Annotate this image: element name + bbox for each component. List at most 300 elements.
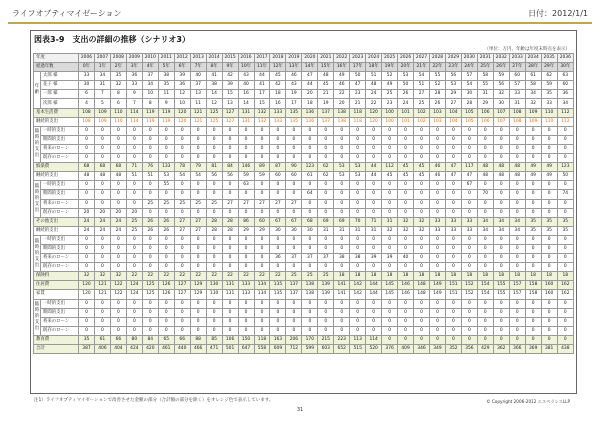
table-cell: 45 — [414, 172, 430, 181]
table-cell: 54 — [461, 81, 477, 90]
table-cell: 32 — [398, 217, 414, 226]
table-cell: 130 — [206, 290, 222, 299]
group-label: 臨時的支出 — [34, 126, 41, 162]
table-cell: 67 — [461, 181, 477, 190]
table-cell: 32 — [110, 272, 126, 281]
table-cell: 0 — [142, 244, 158, 253]
table-cell: 0 — [461, 299, 477, 308]
table-cell: 62 — [318, 163, 334, 172]
table-cell: 2年 — [110, 63, 126, 72]
table-cell: 0 — [302, 126, 318, 135]
table-cell: 27 — [222, 199, 238, 208]
table-cell: 9年 — [222, 63, 238, 72]
table-cell: 440 — [174, 345, 190, 354]
table-cell: 69 — [318, 217, 334, 226]
table-cell: 69 — [334, 217, 350, 226]
table-cell: 145 — [382, 281, 398, 290]
table-cell: 0 — [110, 254, 126, 263]
table-cell: 30 — [270, 226, 286, 235]
table-row — [34, 144, 574, 153]
table-cell: 114 — [366, 335, 382, 344]
table-cell: 2014 — [206, 54, 222, 63]
table-cell: 48 — [477, 163, 493, 172]
table-cell: 86 — [238, 217, 254, 226]
table-cell: 0 — [350, 299, 366, 308]
table-cell: 11 — [158, 90, 174, 99]
table-cell: 0 — [190, 135, 206, 144]
table-cell: 0 — [350, 190, 366, 199]
table-cell: 24 — [110, 217, 126, 226]
table-cell: 0 — [142, 263, 158, 272]
table-cell: 18年 — [366, 63, 382, 72]
table-cell: 125 — [142, 281, 158, 290]
table-cell: 122 — [110, 281, 126, 290]
table-cell: 0 — [79, 154, 95, 163]
table-cell: 37 — [302, 254, 318, 263]
table-cell: 41 — [254, 81, 270, 90]
table-cell: 84 — [222, 163, 238, 172]
row-label: 将来のローン — [41, 199, 79, 208]
table-cell: 145 — [382, 290, 398, 299]
table-cell: 0 — [94, 181, 110, 190]
table-cell: 0 — [414, 144, 430, 153]
table-cell: 0 — [206, 326, 222, 335]
table-cell: 0 — [398, 335, 414, 344]
table-cell: 520 — [366, 345, 382, 354]
table-cell: 63 — [238, 181, 254, 190]
table-cell: 6 — [79, 90, 95, 99]
table-cell: 0 — [318, 308, 334, 317]
table-cell: 31 — [382, 217, 398, 226]
table-cell: 39 — [382, 254, 398, 263]
table-cell: 138 — [302, 290, 318, 299]
table-cell: 0 — [398, 299, 414, 308]
table-cell: 0 — [477, 254, 493, 263]
table-cell: 0 — [429, 126, 445, 135]
table-cell: 117 — [461, 163, 477, 172]
table-cell: 31 — [94, 81, 110, 90]
table-cell: 2011 — [158, 54, 174, 63]
table-cell: 130 — [206, 281, 222, 290]
table-cell: 0 — [509, 335, 525, 344]
table-cell: 0 — [398, 308, 414, 317]
table-cell: 0 — [126, 263, 142, 272]
table-cell: 52 — [382, 72, 398, 81]
table-cell: 0 — [142, 154, 158, 163]
table-cell: 120 — [174, 117, 190, 126]
table-cell: 0 — [509, 154, 525, 163]
table-cell: 0 — [414, 199, 430, 208]
table-cell: 48 — [318, 72, 334, 81]
table-cell: 0 — [509, 254, 525, 263]
table-cell: 0 — [445, 335, 461, 344]
table-cell: 0 — [126, 244, 142, 253]
table-cell: 18 — [334, 272, 350, 281]
table-row — [34, 345, 574, 354]
table-cell: 109 — [94, 117, 110, 126]
table-cell: 0 — [94, 126, 110, 135]
table-cell: 0 — [302, 317, 318, 326]
table-cell: 2019 — [286, 54, 302, 63]
table-cell: 5 — [94, 99, 110, 108]
table-cell: 0 — [541, 317, 557, 326]
table-cell: 0 — [254, 144, 270, 153]
table-cell: 120 — [79, 281, 95, 290]
table-cell: 0 — [477, 263, 493, 272]
table-cell: 0 — [557, 126, 573, 135]
table-cell: 160 — [541, 290, 557, 299]
table-cell: 35 — [557, 217, 573, 226]
table-cell: 24 — [79, 217, 95, 226]
table-cell: 125 — [206, 117, 222, 126]
table-cell: 0 — [350, 326, 366, 335]
table-cell: 22 — [238, 272, 254, 281]
table-cell: 0 — [190, 235, 206, 244]
table-cell: 121 — [190, 108, 206, 117]
table-cell: 119 — [142, 117, 158, 126]
table-cell: 0 — [238, 263, 254, 272]
table-cell: 27 — [286, 199, 302, 208]
table-cell: 0 — [509, 208, 525, 217]
table-cell: 16年 — [334, 63, 350, 72]
table-cell: 27 — [190, 226, 206, 235]
table-cell: 0 — [557, 199, 573, 208]
table-cell: 0 — [493, 208, 509, 217]
table-cell: 18 — [541, 272, 557, 281]
table-cell: 0 — [79, 244, 95, 253]
table-cell: 0 — [382, 126, 398, 135]
table-cell: 39 — [174, 72, 190, 81]
table-cell: 38 — [206, 81, 222, 90]
row-label: 一時的支出 — [41, 235, 79, 244]
table-cell: 0 — [302, 235, 318, 244]
row-label: 期間的支出 — [41, 308, 79, 317]
row-label: 一時的支出 — [41, 299, 79, 308]
table-cell: 0 — [110, 326, 126, 335]
table-cell: 70 — [350, 217, 366, 226]
table-cell: 2024 — [366, 54, 382, 63]
row-label: 将来のローン — [41, 317, 79, 326]
table-cell: 151 — [445, 290, 461, 299]
table-cell: 126 — [158, 290, 174, 299]
table-cell: 18 — [557, 272, 573, 281]
table-cell: 0 — [270, 208, 286, 217]
table-cell: 59 — [493, 72, 509, 81]
row-label: その他支出 — [34, 217, 79, 226]
table-cell: 404 — [110, 345, 126, 354]
table-cell: 0 — [414, 126, 430, 135]
table-cell: 0 — [429, 335, 445, 344]
table-cell: 127 — [174, 290, 190, 299]
table-cell: 112 — [382, 163, 398, 172]
table-cell: 0 — [126, 181, 142, 190]
table-cell: 0 — [445, 144, 461, 153]
table-cell: 20 — [110, 208, 126, 217]
table-cell: 114 — [126, 117, 142, 126]
row-label: 継続的支出 — [34, 226, 79, 235]
table-cell: 53 — [350, 163, 366, 172]
table-cell: 48 — [509, 163, 525, 172]
table-cell: 0 — [190, 308, 206, 317]
table-cell: 0 — [445, 126, 461, 135]
table-cell: 0 — [477, 244, 493, 253]
table-cell: 0 — [254, 208, 270, 217]
table-cell: 0 — [126, 190, 142, 199]
table-cell: 40 — [190, 72, 206, 81]
table-cell: 0 — [525, 317, 541, 326]
table-cell: 57 — [509, 81, 525, 90]
date-label: 日付：2012/1/1 — [528, 9, 588, 18]
table-cell: 215 — [318, 335, 334, 344]
table-cell: 47 — [302, 72, 318, 81]
table-cell: 28 — [206, 217, 222, 226]
table-cell: 43 — [286, 81, 302, 90]
table-cell: 2015 — [222, 54, 238, 63]
table-cell: 0 — [445, 326, 461, 335]
table-cell: 21 — [318, 90, 334, 99]
table-cell: 558 — [254, 345, 270, 354]
table-cell: 44 — [366, 163, 382, 172]
table-cell: 113 — [350, 335, 366, 344]
table-cell: 48 — [509, 172, 525, 181]
table-cell: 8 — [110, 90, 126, 99]
table-cell: 0 — [525, 126, 541, 135]
table-cell: 53 — [158, 172, 174, 181]
table-cell: 0 — [382, 154, 398, 163]
table-cell: 0 — [286, 244, 302, 253]
table-cell: 0 — [525, 263, 541, 272]
table-cell: 114 — [126, 108, 142, 117]
table-cell: 16 — [270, 99, 286, 108]
table-cell: 62 — [318, 172, 334, 181]
table-cell: 47 — [445, 172, 461, 181]
table-cell: 22年 — [429, 63, 445, 72]
table-cell: 0 — [318, 199, 334, 208]
table-cell: 19年 — [382, 63, 398, 72]
table-cell: 0 — [366, 181, 382, 190]
table-cell: 0 — [493, 135, 509, 144]
table-cell: 74 — [557, 190, 573, 199]
table-cell: 0 — [541, 181, 557, 190]
table-cell: 0 — [302, 308, 318, 317]
table-cell: 0 — [429, 144, 445, 153]
table-cell: 71 — [366, 217, 382, 226]
table-cell: 2027 — [414, 54, 430, 63]
table-cell: 0 — [254, 254, 270, 263]
table-cell: 35 — [541, 90, 557, 99]
table-cell: 0 — [110, 135, 126, 144]
table-cell: 0 — [94, 308, 110, 317]
table-cell: 0 — [254, 263, 270, 272]
table-cell: 50 — [557, 172, 573, 181]
table-cell: 27 — [238, 199, 254, 208]
table-cell: 22 — [222, 272, 238, 281]
table-cell: 33 — [79, 72, 95, 81]
table-cell: 65 — [158, 335, 174, 344]
table-cell: 2018 — [270, 54, 286, 63]
table-cell: 0 — [142, 235, 158, 244]
table-cell: 59 — [238, 172, 254, 181]
table-row — [34, 72, 574, 81]
table-cell: 22 — [334, 90, 350, 99]
table-cell: 22 — [206, 272, 222, 281]
table-cell: 76 — [142, 163, 158, 172]
table-cell: 123 — [557, 163, 573, 172]
table-cell: 0 — [318, 326, 334, 335]
table-cell: 48 — [477, 172, 493, 181]
table-cell: 0 — [190, 190, 206, 199]
table-cell: 32 — [525, 99, 541, 108]
table-cell: 25 — [302, 272, 318, 281]
table-cell: 35 — [158, 81, 174, 90]
table-cell: 0 — [541, 135, 557, 144]
table-cell: 0 — [509, 244, 525, 253]
table-cell: 35 — [79, 335, 95, 344]
table-cell: 0 — [525, 135, 541, 144]
table-row — [34, 126, 574, 135]
table-cell: 2009 — [126, 54, 142, 63]
table-cell: 45 — [398, 172, 414, 181]
table-cell: 0 — [126, 135, 142, 144]
row-label: 期間的支出 — [41, 244, 79, 253]
table-cell: 33 — [445, 226, 461, 235]
table-cell: 3年 — [126, 63, 142, 72]
table-cell: 0 — [94, 263, 110, 272]
table-cell: 25 — [158, 199, 174, 208]
table-cell: 13 — [222, 99, 238, 108]
table-cell: 23年 — [445, 63, 461, 72]
table-cell: 0 — [79, 126, 95, 135]
table-cell: 0 — [334, 244, 350, 253]
table-cell: 0 — [493, 299, 509, 308]
table-cell: 0 — [382, 144, 398, 153]
table-cell: 0 — [429, 235, 445, 244]
row-label: 既存のローン — [41, 154, 79, 163]
table-cell: 0 — [557, 181, 573, 190]
table-cell: 22 — [190, 272, 206, 281]
table-cell: 155 — [493, 281, 509, 290]
table-cell: 0 — [126, 235, 142, 244]
table-cell: 135 — [286, 117, 302, 126]
table-cell: 0 — [126, 126, 142, 135]
table-cell: 0 — [222, 244, 238, 253]
table-cell: 0 — [493, 181, 509, 190]
table-cell: 0 — [429, 244, 445, 253]
table-cell: 0 — [350, 308, 366, 317]
table-cell: 0 — [286, 190, 302, 199]
table-row — [34, 290, 574, 299]
table-cell: 0 — [334, 208, 350, 217]
table-cell: 109 — [94, 108, 110, 117]
table-cell: 25 — [190, 199, 206, 208]
table-cell: 120 — [79, 290, 95, 299]
table-cell: 0 — [414, 299, 430, 308]
table-cell: 0 — [334, 135, 350, 144]
table-cell: 26 — [398, 90, 414, 99]
table-cell: 32 — [382, 226, 398, 235]
table-cell: 14 — [206, 90, 222, 99]
table-cell: 18 — [302, 99, 318, 108]
table-cell: 362 — [493, 345, 509, 354]
table-cell: 45 — [398, 163, 414, 172]
table-cell: 424 — [126, 345, 142, 354]
table-cell: 0 — [334, 308, 350, 317]
table-cell: 0 — [414, 244, 430, 253]
table-cell: 51 — [414, 81, 430, 90]
table-cell: 0 — [493, 154, 509, 163]
table-cell: 11 — [190, 99, 206, 108]
table-cell: 0 — [414, 263, 430, 272]
table-cell: 0 — [509, 235, 525, 244]
table-cell: 102 — [414, 108, 430, 117]
table-cell: 137 — [286, 290, 302, 299]
table-cell: 0 — [206, 144, 222, 153]
table-cell: 0 — [222, 154, 238, 163]
table-cell: 20年 — [398, 63, 414, 72]
table-cell: 0 — [79, 263, 95, 272]
table-cell: 63 — [557, 72, 573, 81]
table-cell: 149 — [429, 290, 445, 299]
table-cell: 44 — [366, 172, 382, 181]
table-cell: 0 — [477, 299, 493, 308]
table-cell: 0 — [509, 263, 525, 272]
group-label: 臨時的支出 — [34, 299, 41, 335]
footnote: 注1）ライフオプティマイゼーションで改善させた金額の部分（合計額の部分を除く）をオレンジ色で表示しています。 — [34, 398, 274, 403]
row-label: 既存のローン — [41, 208, 79, 217]
table-cell: 22 — [174, 272, 190, 281]
table-cell: 0 — [174, 308, 190, 317]
table-cell: 24 — [398, 99, 414, 108]
table-cell: 107 — [493, 108, 509, 117]
table-cell: 106 — [477, 108, 493, 117]
table-cell: 0 — [429, 208, 445, 217]
table-cell: 2035 — [541, 54, 557, 63]
table-cell: 0 — [541, 254, 557, 263]
table-cell: 68 — [94, 163, 110, 172]
table-cell: 55 — [429, 72, 445, 81]
table-row — [34, 244, 574, 253]
table-cell: 0 — [110, 235, 126, 244]
table-cell: 2012 — [174, 54, 190, 63]
table-cell: 0 — [302, 263, 318, 272]
table-cell: 28 — [222, 217, 238, 226]
table-cell: 0 — [158, 244, 174, 253]
table-row — [34, 81, 574, 90]
table-cell: 6年 — [174, 63, 190, 72]
table-cell: 142 — [350, 290, 366, 299]
table-cell: 25 — [286, 272, 302, 281]
table-cell: 134 — [254, 290, 270, 299]
table-cell: 157 — [509, 290, 525, 299]
table-cell: 0 — [493, 235, 509, 244]
table-cell: 18 — [414, 272, 430, 281]
table-cell: 102 — [414, 117, 430, 126]
table-cell: 369 — [525, 345, 541, 354]
table-cell: 0 — [525, 299, 541, 308]
table-cell: 0 — [382, 263, 398, 272]
table-cell: 0 — [509, 199, 525, 208]
table-cell: 0 — [477, 326, 493, 335]
page-title: 図表3-9 支出の詳細の推移（シナリオ3） — [34, 35, 190, 44]
table-cell: 50 — [350, 72, 366, 81]
table-cell: 0 — [350, 154, 366, 163]
table-cell: 0 — [366, 144, 382, 153]
table-cell: 0 — [206, 299, 222, 308]
table-cell: 133 — [270, 108, 286, 117]
table-cell: 0 — [286, 326, 302, 335]
table-cell: 54 — [414, 72, 430, 81]
table-cell: 18 — [445, 272, 461, 281]
